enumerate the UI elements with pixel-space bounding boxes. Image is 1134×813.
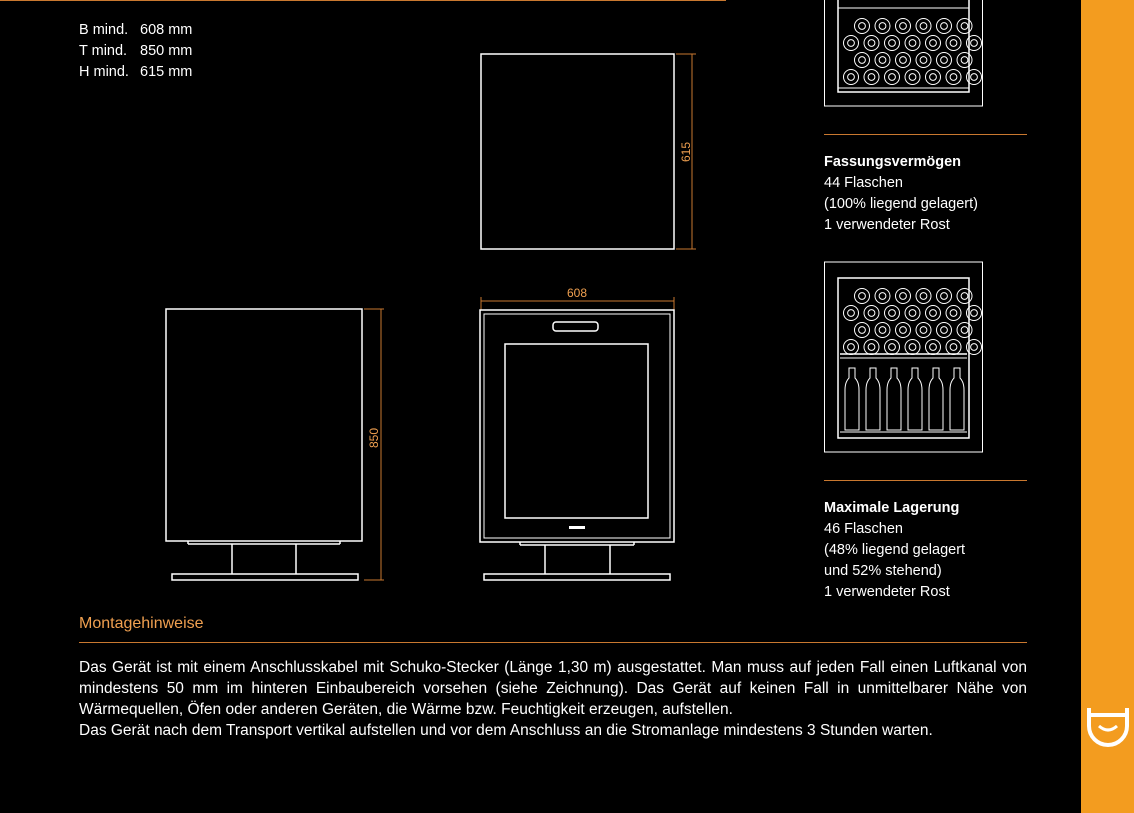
bottle-lying xyxy=(896,323,911,338)
bottle-neck xyxy=(879,57,886,64)
bottle-lying xyxy=(875,53,890,68)
front-view-drawing xyxy=(480,310,674,580)
bottle-neck xyxy=(920,57,927,64)
bottle-neck xyxy=(909,74,916,81)
bottle-neck xyxy=(909,344,916,351)
brand-sidebar xyxy=(1081,0,1134,813)
bottle-lying xyxy=(864,340,879,355)
bottle-lying xyxy=(864,306,879,321)
bottle-neck xyxy=(950,344,957,351)
bottle-lying xyxy=(937,19,952,34)
bottle-lying xyxy=(855,53,870,68)
depth-dimension-label: 850 xyxy=(367,427,381,449)
bottle-lying xyxy=(905,306,920,321)
bottle-neck xyxy=(971,40,978,47)
section-rule xyxy=(79,642,1027,643)
bottle-lying xyxy=(844,340,859,355)
bottle-neck xyxy=(900,23,907,30)
side-view-drawing xyxy=(166,309,362,580)
bottle-neck xyxy=(950,310,957,317)
bottle-neck xyxy=(889,40,896,47)
bottle-neck xyxy=(859,293,866,300)
dimension-value: 615 mm xyxy=(140,64,193,80)
bottle-lying xyxy=(855,323,870,338)
bottle-neck xyxy=(889,344,896,351)
bottle-lying xyxy=(926,36,941,51)
mounting-paragraph: Das Gerät ist mit einem Anschlusskabel mit Schuko-Stecker (Länge 1,30 m) ausgestattet. Man muss auf jeden Fall einen Luftkanal von mindestens 50 mm im hinteren Einbaubereich vorsehen (siehe Zeichnung). Das Gerät auf keinen Fall in unmittelbarer Nähe von Wärmequellen, Öfen oder anderen Geräten, die Wärme bzw. Feuchtigkeit erzeugen, aufstellen. xyxy=(79,659,1027,718)
bottle-lying xyxy=(946,36,961,51)
bottle-neck xyxy=(920,293,927,300)
mounting-text xyxy=(79,657,1027,741)
bottle-lying xyxy=(844,70,859,85)
bottle-lying xyxy=(885,340,900,355)
bottle-lying xyxy=(905,70,920,85)
bottle-neck xyxy=(971,310,978,317)
dimension-label: B mind. xyxy=(79,22,129,38)
bottle-neck xyxy=(859,23,866,30)
bottle-neck xyxy=(900,293,907,300)
bottle-neck xyxy=(879,23,886,30)
bottle-neck xyxy=(868,310,875,317)
bottle-neck xyxy=(848,344,855,351)
bottle-neck xyxy=(971,74,978,81)
logo-mark-icon xyxy=(569,526,585,529)
bottle-neck xyxy=(930,310,937,317)
bottle-neck xyxy=(848,40,855,47)
bottle-lying xyxy=(905,36,920,51)
bottle-neck xyxy=(889,310,896,317)
bottle-neck xyxy=(848,74,855,81)
bottle-neck xyxy=(950,74,957,81)
bottle-lying xyxy=(916,323,931,338)
bottle-lying xyxy=(885,36,900,51)
bottle-neck xyxy=(961,23,968,30)
bottle-neck xyxy=(859,57,866,64)
bottle-lying xyxy=(875,289,890,304)
bottle-lying xyxy=(926,306,941,321)
bottle-lying xyxy=(937,323,952,338)
section-title-mounting: Montagehinweise xyxy=(79,615,204,632)
capacity-title: Fassungsvermögen xyxy=(824,154,961,170)
bottle-lying xyxy=(864,36,879,51)
capacity-line: (100% liegend gelagert) xyxy=(824,196,978,212)
bottle-lying xyxy=(855,289,870,304)
divider-max-storage xyxy=(824,480,1027,481)
bottle-lying xyxy=(946,70,961,85)
bottle-neck xyxy=(941,327,948,334)
bottle-lying xyxy=(875,323,890,338)
storage-config-lying-drawing xyxy=(825,0,983,106)
bottle-lying xyxy=(926,70,941,85)
max-storage-line: 1 verwendeter Rost xyxy=(824,584,950,600)
bottle-standing xyxy=(950,368,964,430)
bottle-lying xyxy=(844,306,859,321)
bottle-standing xyxy=(866,368,880,430)
bottle-lying xyxy=(896,53,911,68)
bottle-lying xyxy=(844,36,859,51)
bottle-lying xyxy=(946,306,961,321)
bottle-lying xyxy=(896,19,911,34)
max-storage-line: (48% liegend gelagert xyxy=(824,542,966,558)
bottle-lying xyxy=(885,306,900,321)
bottle-lying xyxy=(916,19,931,34)
bottle-neck xyxy=(848,310,855,317)
bottle-neck xyxy=(930,40,937,47)
bottle-neck xyxy=(900,57,907,64)
max-storage-title: Maximale Lagerung xyxy=(824,500,960,516)
bottle-neck xyxy=(950,40,957,47)
bottle-neck xyxy=(859,327,866,334)
bottle-lying xyxy=(855,19,870,34)
bottle-standing xyxy=(929,368,943,430)
bottle-neck xyxy=(930,344,937,351)
bottle-standing xyxy=(845,368,859,430)
mounting-paragraph: Das Gerät nach dem Transport vertikal aufstellen und vor dem Anschluss an die Stromanlage mindestens 3 Stunden warten. xyxy=(79,722,933,739)
capacity-line: 44 Flaschen xyxy=(824,175,903,191)
bottle-lying xyxy=(937,289,952,304)
bottle-lying xyxy=(896,289,911,304)
bottle-standing xyxy=(908,368,922,430)
brand-face-icon xyxy=(1086,704,1130,748)
bottle-lying xyxy=(905,340,920,355)
dimension-value: 850 mm xyxy=(140,43,193,59)
bottle-standing xyxy=(887,368,901,430)
dimension-label: H mind. xyxy=(79,64,129,80)
bottle-neck xyxy=(889,74,896,81)
height-dimension-label: 615 xyxy=(679,141,693,163)
bottle-neck xyxy=(941,57,948,64)
bottle-neck xyxy=(879,327,886,334)
divider-capacity xyxy=(824,134,1027,135)
storage-config-mixed-drawing xyxy=(825,262,983,452)
width-dimension-label: 608 xyxy=(566,286,588,300)
bottle-neck xyxy=(941,293,948,300)
bottle-neck xyxy=(961,293,968,300)
dimension-value: 608 mm xyxy=(140,22,193,38)
bottle-neck xyxy=(879,293,886,300)
bottle-lying xyxy=(875,19,890,34)
bottle-lying xyxy=(916,53,931,68)
top-view-drawing xyxy=(481,54,674,249)
capacity-line: 1 verwendeter Rost xyxy=(824,217,950,233)
max-storage-line: und 52% stehend) xyxy=(824,563,942,579)
bottle-lying xyxy=(916,289,931,304)
bottle-lying xyxy=(926,340,941,355)
bottle-neck xyxy=(868,344,875,351)
dimension-label: T mind. xyxy=(79,43,128,59)
bottle-neck xyxy=(930,74,937,81)
capacity-block xyxy=(824,152,978,236)
bottle-lying xyxy=(937,53,952,68)
bottle-neck xyxy=(971,344,978,351)
bottle-lying xyxy=(885,70,900,85)
bottle-neck xyxy=(941,23,948,30)
bottle-neck xyxy=(868,74,875,81)
bottle-lying xyxy=(864,70,879,85)
bottle-neck xyxy=(920,327,927,334)
bottle-neck xyxy=(961,327,968,334)
bottle-neck xyxy=(961,57,968,64)
bottle-neck xyxy=(920,23,927,30)
bottle-neck xyxy=(909,40,916,47)
max-storage-block xyxy=(824,498,965,603)
bottle-neck xyxy=(900,327,907,334)
bottle-lying xyxy=(946,340,961,355)
bottle-neck xyxy=(909,310,916,317)
max-storage-line: 46 Flaschen xyxy=(824,521,903,537)
bottle-neck xyxy=(868,40,875,47)
